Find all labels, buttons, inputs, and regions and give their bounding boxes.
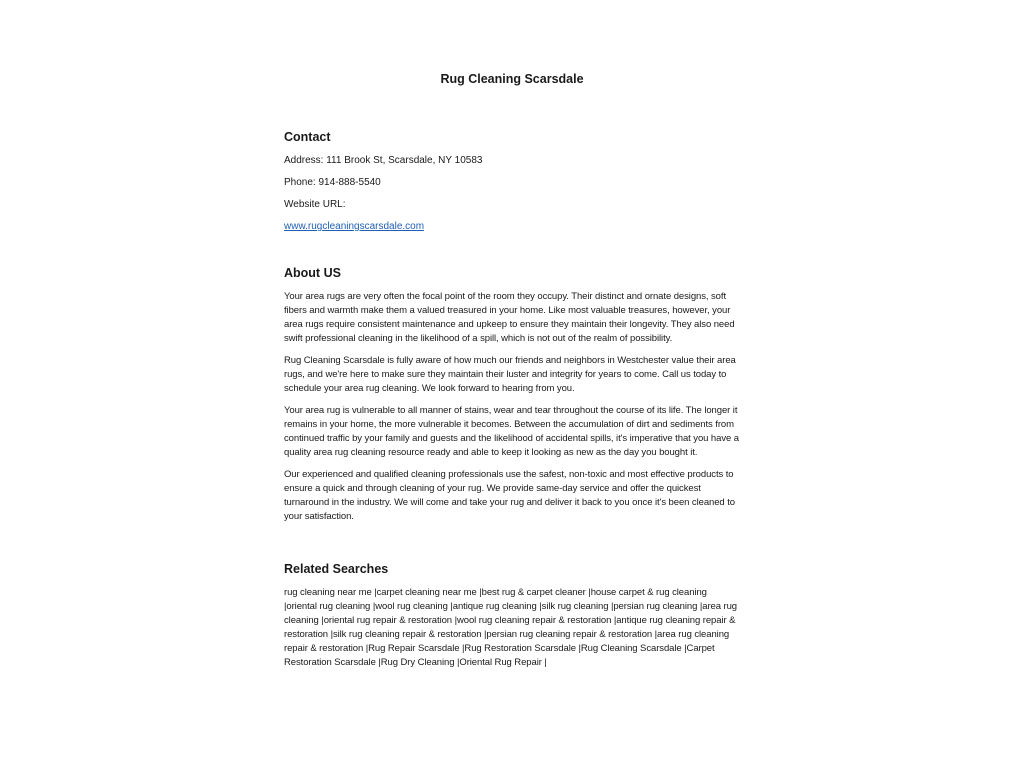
website-link[interactable]: www.rugcleaningscarsdale.com [284, 221, 425, 232]
section-spacer [284, 532, 740, 560]
contact-section [284, 128, 740, 234]
phone-text: Phone: 914-888-5540 [284, 177, 381, 188]
document-page [284, 70, 740, 670]
website-line [284, 220, 740, 234]
about-section [284, 264, 740, 524]
related-searches-text: rug cleaning near me |carpet cleaning near me |best rug & carpet cleaner |house carpet & rug cleaning |oriental rug cleaning |wool rug cleaning |antique rug cleaning |silk rug cleaning |persian rug cleaning |area rug cleaning |oriental rug repair & restoration |wool rug cleaning repair & restoration |antique rug cleaning repair & restoration |silk rug cleaning repair & restoration |persian rug cleaning repair & restoration |area rug cleaning repair & restoration |Rug Repair Scarsdale |Rug Restoration Scarsdale |Rug Cleaning Scarsdale |Carpet Restoration Scarsdale |Rug Dry Cleaning |Oriental Rug Repair | [284, 587, 737, 668]
about-paragraph-1: Your area rugs are very often the focal point of the room they occupy. Their distinct and ornate designs, soft fibers and warmth make them a valued treasured in your home. Like most valuable treasures, however, your area rugs require consistent maintenance and upkeep to ensure they maintain their longevity. They also need swift professional cleaning in the likelihood of a spill, which is not out of the realm of possibility. [284, 291, 735, 344]
about-paragraph-4: Our experienced and qualified cleaning professionals use the safest, non-toxic and most effective products to ensure a quick and through cleaning of your rug. We provide same-day service and offer the quickest turnaround in the industry. We will come and take your rug and deliver it back to you once it's been cleaned to your satisfaction. [284, 469, 735, 522]
document-title: Rug Cleaning Scarsdale [440, 72, 584, 86]
about-paragraph-2: Rug Cleaning Scarsdale is fully aware of how much our friends and neighbors in Westchester value their area rugs, and we're here to make sure they maintain their luster and integrity for years to come. Call us today to schedule your area rug cleaning. We look forward to hearing from you. [284, 355, 736, 394]
about-heading: About US [284, 266, 341, 280]
website-label: Website URL: [284, 199, 346, 210]
section-spacer [284, 242, 740, 264]
related-searches-section [284, 560, 740, 670]
contact-heading: Contact [284, 130, 331, 144]
address-text: Address: 111 Brook St, Scarsdale, NY 10583 [284, 155, 483, 166]
related-searches-heading: Related Searches [284, 562, 389, 576]
about-paragraph-3: Your area rug is vulnerable to all manner of stains, wear and tear throughout the course of its life. The longer it remains in your home, the more vulnerable it becomes. Between the accumulation of dirt and sediments from continued traffic by your family and guests and the likelihood of accidental spills, it's imperative that you have a quality area rug cleaning resource ready and able to keep it looking as new as the day you bought it. [284, 405, 739, 458]
